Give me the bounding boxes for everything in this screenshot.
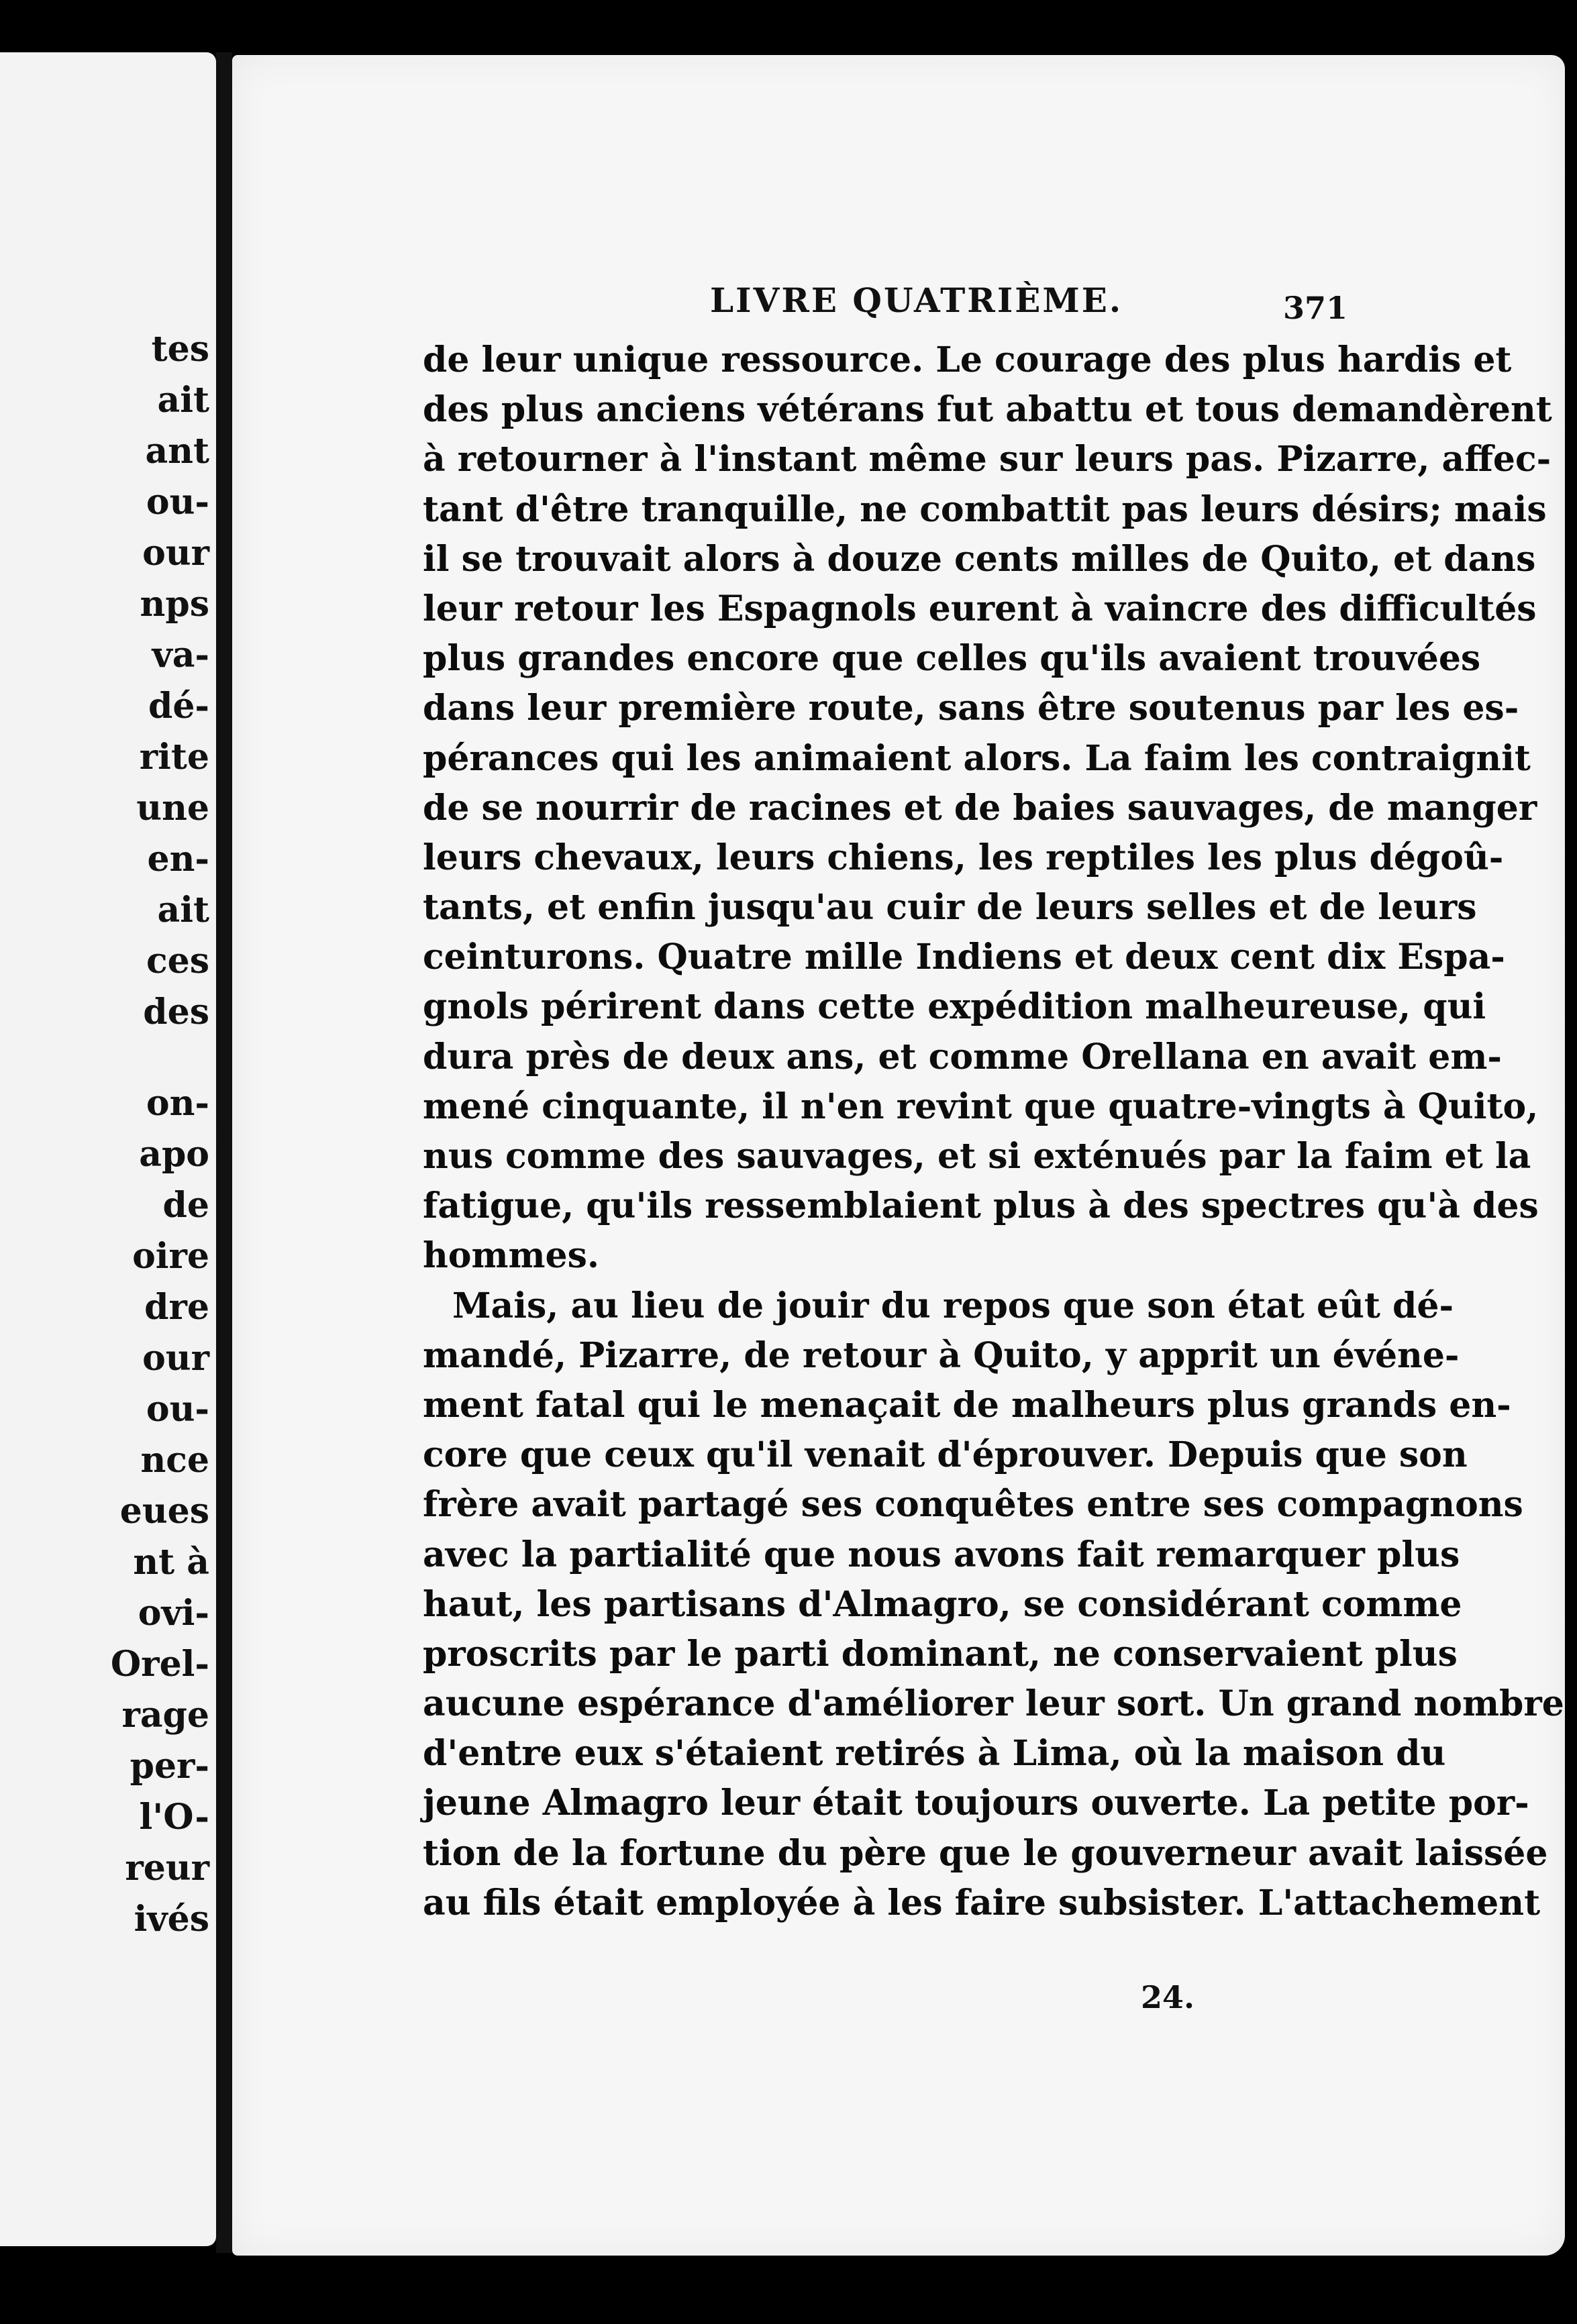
previous-page-line-ending: our [142,1338,209,1379]
text-line: à retourner à l'instant même sur leurs pas. Pizarre, affec- [423,439,1551,480]
body-text [423,335,1564,1928]
previous-page-line-ending: nce [140,1440,209,1481]
text-line: plus grandes encore que celles qu'ils avaient trouvées [423,638,1481,680]
text-line: frère avait partagé ses conquêtes entre ses compagnons [423,1484,1523,1526]
text-line: fatigue, qu'ils ressemblaient plus à des spectres qu'à des [423,1185,1539,1227]
text-line: leurs chevaux, leurs chiens, les reptiles les plus dégoû- [423,837,1504,878]
previous-page-line-ending: des [143,992,209,1033]
text-line: tion de la fortune du père que le gouverneur avait laissée [423,1832,1548,1874]
text-line: leur retour les Espagnols eurent à vaincre des difficultés [423,588,1537,629]
previous-page-line-ending: ait [157,890,209,931]
text-line: haut, les partisans d'Almagro, se considérant comme [423,1583,1462,1625]
previous-page-line-ending: rite [139,737,209,778]
previous-page-line-ending: rage [121,1695,209,1736]
text-line: hommes. [423,1235,599,1277]
text-line: jeune Almagro leur était toujours ouverte. La petite por- [423,1783,1529,1824]
previous-page-line-ending: l'O- [139,1797,209,1838]
previous-page-line-ending: dé- [148,686,209,727]
previous-page-line-ending: ou- [146,482,209,523]
previous-page-line-ending: ovi- [138,1593,209,1634]
previous-page-line-ending: oire [132,1236,209,1277]
previous-page-line-ending: dre [144,1287,209,1328]
previous-page-line-ending: de [162,1185,209,1226]
previous-page-line-ending: nps [140,584,209,625]
text-line: tants, et enfin jusqu'au cuir de leurs selles et de leurs [423,887,1477,929]
text-line: dans leur première route, sans être soutenus par les es- [423,688,1519,729]
running-head: LIVRE QUATRIÈME. [710,280,1123,320]
text-line: ceinturons. Quatre mille Indiens et deux cent dix Espa- [423,937,1505,978]
previous-page-line-ending: reur [125,1848,209,1889]
previous-page-line-ending: ait [157,380,209,421]
text-line: d'entre eux s'étaient retirés à Lima, où la maison du [423,1733,1446,1775]
text-line: dura près de deux ans, et comme Orellana en avait em- [423,1036,1502,1077]
text-line: il se trouvait alors à douze cents milles de Quito, et dans [423,538,1536,580]
previous-page-line-ending: ivés [134,1899,209,1940]
text-line: des plus anciens vétérans fut abattu et tous demandèrent [423,389,1552,431]
text-line: pérances qui les animaient alors. La faim les contraignit [423,737,1531,779]
page-number: 371 [1283,290,1348,326]
previous-page-line-ending: en- [147,839,209,880]
text-line: core que ceux qu'il venait d'éprouver. Depuis que son [423,1434,1468,1476]
text-line: aucune espérance d'améliorer leur sort. Un grand nombre [423,1683,1564,1725]
text-line: de se nourrir de racines et de baies sauvages, de manger [423,787,1537,829]
previous-page-line-ending: va- [152,635,209,676]
previous-page-line-ending: ant [145,431,209,472]
previous-page-line-ending: nt à [133,1542,209,1583]
text-line: gnols périrent dans cette expédition malheureuse, qui [423,986,1486,1028]
previous-page-line-ending: une [136,788,209,829]
text-line: nus comme des sauvages, et si exténués par la faim et la [423,1136,1531,1177]
previous-page-line-ending: ces [146,941,209,982]
signature-mark: 24. [1141,1979,1195,2015]
text-line: au fils était employée à les faire subsister. L'attachement [423,1882,1541,1923]
text-line: avec la partialité que nous avons fait remarquer plus [423,1534,1460,1575]
text-line: tant d'être tranquille, ne combattit pas leurs désirs; mais [423,488,1547,530]
previous-page-line-ending: ou- [146,1389,209,1430]
text-line: mandé, Pizarre, de retour à Quito, y apprit un événe- [423,1334,1460,1376]
book-gutter [216,52,232,2253]
text-line: mené cinquante, il n'en revint que quatre-vingts à Quito, [423,1086,1539,1127]
text-line: proscrits par le parti dominant, ne conservaient plus [423,1633,1458,1675]
previous-page-line-ending: per- [130,1746,209,1787]
text-line: de leur unique ressource. Le courage des plus hardis et [423,339,1512,380]
text-line: ment fatal qui le menaçait de malheurs plus grands en- [423,1384,1511,1426]
previous-page-line-ending: on- [146,1083,209,1124]
previous-page-line-ending: apo [139,1134,209,1175]
previous-page-line-ending: our [142,533,209,574]
previous-page-line-ending: Orel- [110,1644,209,1685]
previous-page-line-ending: tes [151,329,209,370]
previous-page-fragment [0,52,216,2246]
previous-page-line-ending: eues [119,1491,209,1532]
text-line: Mais, au lieu de jouir du repos que son état eût dé- [452,1285,1454,1326]
